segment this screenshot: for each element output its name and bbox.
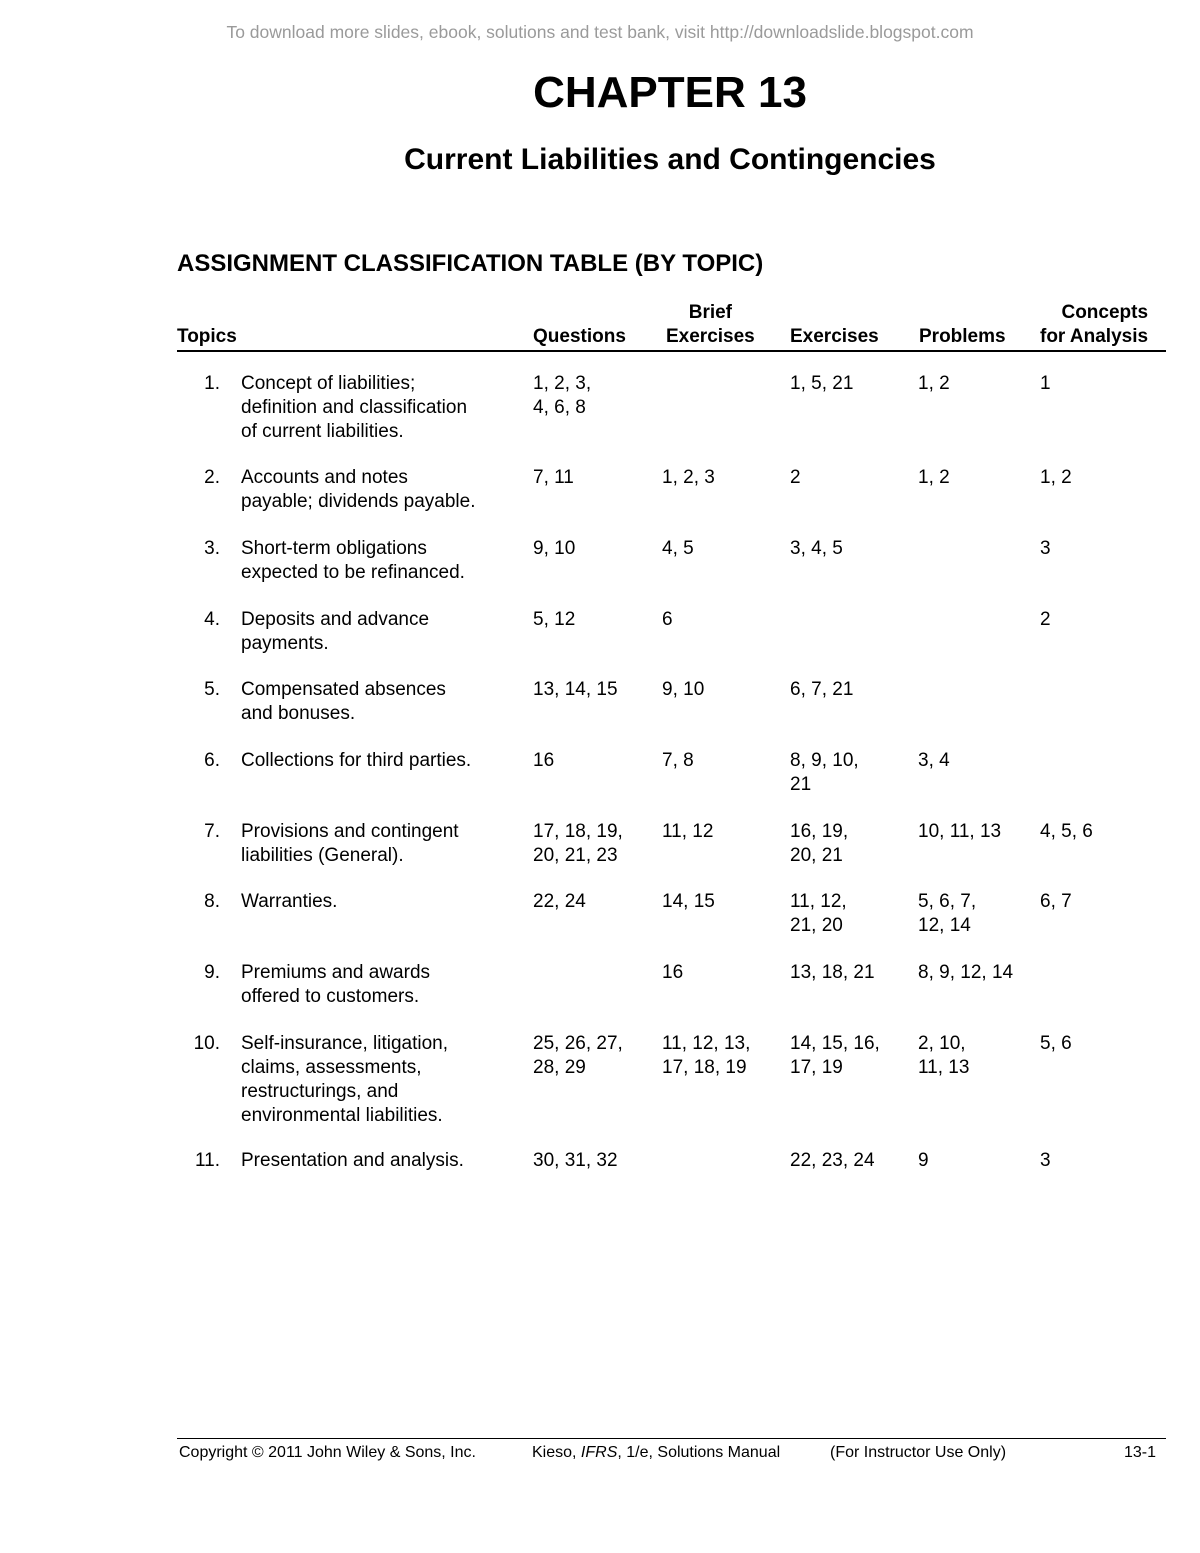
concepts-cell: 6, 7 (1040, 891, 1072, 912)
table-body (0, 372, 1200, 1179)
table-row (0, 961, 1200, 1032)
problems-cell: 1, 2 (918, 373, 950, 394)
concepts-cell: 4, 5, 6 (1040, 821, 1093, 842)
exercises-cell: 1, 5, 21 (790, 373, 854, 394)
header-problems: Problems (919, 326, 1006, 347)
concepts-cell: 1 (1040, 373, 1051, 394)
table-row (0, 608, 1200, 678)
topic-cell: Collections for third parties. (241, 750, 472, 771)
problems-cell: 5, 6, 7, 12, 14 (918, 891, 977, 936)
exercises-cell: 6, 7, 21 (790, 679, 854, 700)
brief-exercises-cell: 16 (662, 962, 684, 983)
topic-cell: Deposits and advance payments. (241, 609, 430, 654)
questions-cell: 22, 24 (533, 891, 586, 912)
topic-number: 10. (193, 1033, 220, 1054)
concepts-cell: 2 (1040, 609, 1051, 630)
table-row (0, 890, 1200, 961)
topic-cell: Accounts and notes payable; dividends payable. (241, 467, 476, 512)
topic-cell: Self-insurance, litigation, claims, assessments, restructurings, and environmental liabilities. (241, 1033, 448, 1126)
header-brief-exercises: Brief Exercises (666, 302, 755, 347)
topic-number: 11. (194, 1150, 220, 1171)
topic-cell: Premiums and awards offered to customers. (241, 962, 431, 1007)
questions-cell: 1, 2, 3, 4, 6, 8 (533, 373, 592, 418)
topic-number: 7. (204, 821, 220, 842)
footer-book-reference (532, 1444, 780, 1462)
header-exercises: Exercises (790, 326, 879, 347)
topic-number: 4. (204, 609, 220, 630)
table-row (0, 1032, 1200, 1149)
topic-cell: Short-term obligations expected to be refinanced. (241, 538, 465, 583)
exercises-cell: 3, 4, 5 (790, 538, 843, 559)
topic-number: 2. (204, 467, 220, 488)
header-questions: Questions (533, 326, 626, 347)
table-row (0, 678, 1200, 749)
questions-cell: 7, 11 (533, 467, 574, 488)
exercises-cell: 16, 19, 20, 21 (790, 821, 849, 866)
table-row (0, 749, 1200, 820)
problems-cell: 1, 2 (918, 467, 950, 488)
chapter-subtitle: Current Liabilities and Contingencies (404, 143, 936, 176)
exercises-cell: 13, 18, 21 (790, 962, 875, 983)
footer-page-number: 13-1 (1124, 1444, 1157, 1461)
footer-divider (177, 1438, 1166, 1439)
problems-cell: 3, 4 (918, 750, 950, 771)
header-concepts-for-analysis: Concepts for Analysis (1040, 302, 1149, 347)
topic-number: 9. (204, 962, 220, 983)
table-row (0, 537, 1200, 608)
concepts-cell: 1, 2 (1040, 467, 1072, 488)
exercises-cell: 8, 9, 10, 21 (790, 750, 859, 795)
topic-number: 5. (204, 679, 220, 700)
questions-cell: 13, 14, 15 (533, 679, 618, 700)
questions-cell: 16 (533, 750, 555, 771)
topic-number: 8. (204, 891, 220, 912)
brief-exercises-cell: 6 (662, 609, 673, 630)
concepts-cell: 5, 6 (1040, 1033, 1072, 1054)
questions-cell: 25, 26, 27, 28, 29 (533, 1033, 623, 1078)
exercises-cell: 11, 12, 21, 20 (790, 891, 847, 936)
problems-cell: 10, 11, 13 (918, 821, 1002, 842)
topic-number: 1. (204, 373, 220, 394)
problems-cell: 2, 10, 11, 13 (918, 1033, 970, 1078)
brief-exercises-cell: 1, 2, 3 (662, 467, 715, 488)
questions-cell: 30, 31, 32 (533, 1150, 618, 1171)
topic-cell: Compensated absences and bonuses. (241, 679, 446, 724)
concepts-cell: 3 (1040, 538, 1051, 559)
table-header (177, 300, 1166, 352)
brief-exercises-cell: 4, 5 (662, 538, 694, 559)
footer-use-note: (For Instructor Use Only) (830, 1444, 1007, 1461)
brief-exercises-cell: 11, 12 (662, 821, 714, 842)
questions-cell: 5, 12 (533, 609, 576, 630)
exercises-cell: 14, 15, 16, 17, 19 (790, 1033, 880, 1078)
topic-cell: Presentation and analysis. (241, 1150, 464, 1171)
footer-book-edition: , 1/e, Solutions Manual (617, 1444, 781, 1461)
problems-cell: 8, 9, 12, 14 (918, 962, 1014, 983)
topic-cell: Concept of liabilities; definition and classification of current liabilities. (241, 373, 468, 442)
table-row (0, 372, 1200, 466)
topic-number: 6. (204, 750, 220, 771)
problems-cell: 9 (918, 1150, 929, 1171)
concepts-cell: 3 (1040, 1150, 1051, 1171)
footer-copyright: Copyright © 2011 John Wiley & Sons, Inc. (179, 1444, 476, 1461)
header-topics: Topics (177, 326, 237, 347)
footer-book-author: Kieso, (532, 1444, 581, 1461)
exercises-cell: 22, 23, 24 (790, 1150, 875, 1171)
questions-cell: 17, 18, 19, 20, 21, 23 (533, 821, 623, 866)
table-row (0, 820, 1200, 890)
brief-exercises-cell: 11, 12, 13, 17, 18, 19 (662, 1033, 751, 1078)
chapter-heading: CHAPTER 13 (533, 68, 807, 117)
footer-book-title: IFRS (580, 1444, 618, 1461)
table-row (0, 466, 1200, 537)
section-title: ASSIGNMENT CLASSIFICATION TABLE (BY TOPIC) (177, 250, 764, 277)
topic-number: 3. (204, 538, 220, 559)
brief-exercises-cell: 14, 15 (662, 891, 715, 912)
exercises-cell: 2 (790, 467, 801, 488)
questions-cell: 9, 10 (533, 538, 576, 559)
topic-cell: Warranties. (241, 891, 338, 912)
download-watermark: To download more slides, ebook, solutions and test bank, visit http://downloadslide.blogspot.com (226, 22, 974, 42)
brief-exercises-cell: 9, 10 (662, 679, 705, 700)
table-row (0, 1149, 1200, 1179)
brief-exercises-cell: 7, 8 (662, 750, 694, 771)
topic-cell: Provisions and contingent liabilities (General). (241, 821, 459, 866)
